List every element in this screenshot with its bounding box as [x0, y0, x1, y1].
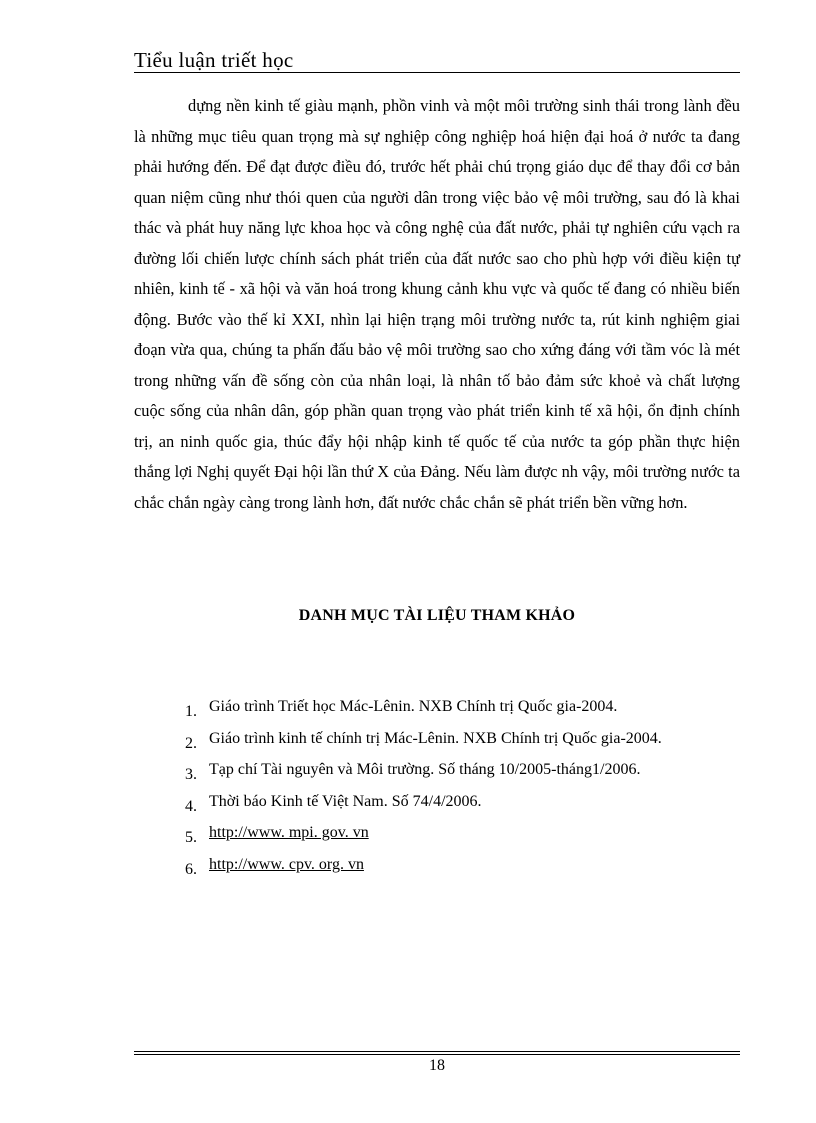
reference-item [134, 817, 740, 849]
reference-item [134, 723, 740, 755]
references-list [134, 691, 740, 880]
header-rule [134, 72, 740, 73]
reference-link-mpi[interactable]: http://www. mpi. gov. vn [209, 824, 369, 841]
reference-number: 5. [185, 829, 197, 846]
reference-number: 3. [185, 766, 197, 783]
body-paragraph: dựng nền kinh tế giàu mạnh, phồn vinh và một môi trường sinh thái trong lành đều là những mục tiêu quan trọng mà sự nghiệp công nghiệp hoá hiện đại hoá ở nước ta đang phải hướng đến. Để đạt được điều đó, trước hết phải chú trọng giáo dục để thay đổi cơ bản quan niệm cũng như thói quen của người dân trong việc bảo vệ môi trường, sau đó là khai thác và phát huy năng lực khoa học và công nghệ của đất nước, phải tự nghiên cứu vạch ra đường lối chiến lược chính sách phát triển của đất nước sao cho phù hợp với điều kiện tự nhiên, kinh tế - xã hội và văn hoá trong khung cảnh khu vực và quốc tế đang có nhiều biến động. Bước vào thế kỉ XXI, nhìn lại hiện trạng môi trường nước ta, rút kinh nghiệm giai đoạn vừa qua, chúng ta phấn đấu bảo vệ môi trường sao cho xứng đáng với tầm vóc là mét trong những vấn đề sống còn của nhân loại, là nhân tố bảo đảm sức khoẻ và chất lượng cuộc sống của nhân dân, góp phần quan trọng vào phát triển kinh tế xã hội, ổn định chính trị, an ninh quốc gia, thúc đẩy hội nhập kinh tế quốc tế của nước ta góp phần thực hiện thắng lợi Nghị quyết Đại hội lần thứ X của Đảng. Nếu làm được nh vậy, môi trường nước ta chắc chắn ngày càng trong lành hơn, đất nước chắc chắn sẽ phát triển bền vững hơn. [134, 96, 740, 512]
reference-text: Thời báo Kinh tế Việt Nam. Số 74/4/2006. [209, 792, 482, 810]
reference-number: 1. [185, 703, 197, 720]
page-number: 18 [429, 1057, 445, 1074]
header-title: Tiểu luận triết học [134, 48, 294, 72]
references-heading: DANH MỤC TÀI LIỆU THAM KHẢO [298, 607, 576, 624]
footer-rule-top [134, 1051, 740, 1052]
reference-item [134, 691, 740, 723]
reference-number: 2. [185, 734, 197, 752]
reference-number: 6. [185, 860, 197, 878]
footer-rule-bottom [134, 1054, 740, 1055]
reference-item [134, 754, 740, 786]
reference-text: Giáo trình kinh tế chính trị Mác-Lênin. NXB Chính trị Quốc gia-2004. [209, 729, 662, 747]
reference-number: 4. [185, 797, 197, 815]
reference-link-cpv[interactable]: http://www. cpv. org. vn [209, 855, 364, 873]
reference-item [134, 786, 740, 818]
reference-text: Tạp chí Tài nguyên và Môi trường. Số tháng 10/2005-tháng1/2006. [209, 761, 641, 778]
reference-item [134, 849, 740, 881]
reference-text: Giáo trình Triết học Mác-Lênin. NXB Chính trị Quốc gia-2004. [209, 698, 618, 715]
